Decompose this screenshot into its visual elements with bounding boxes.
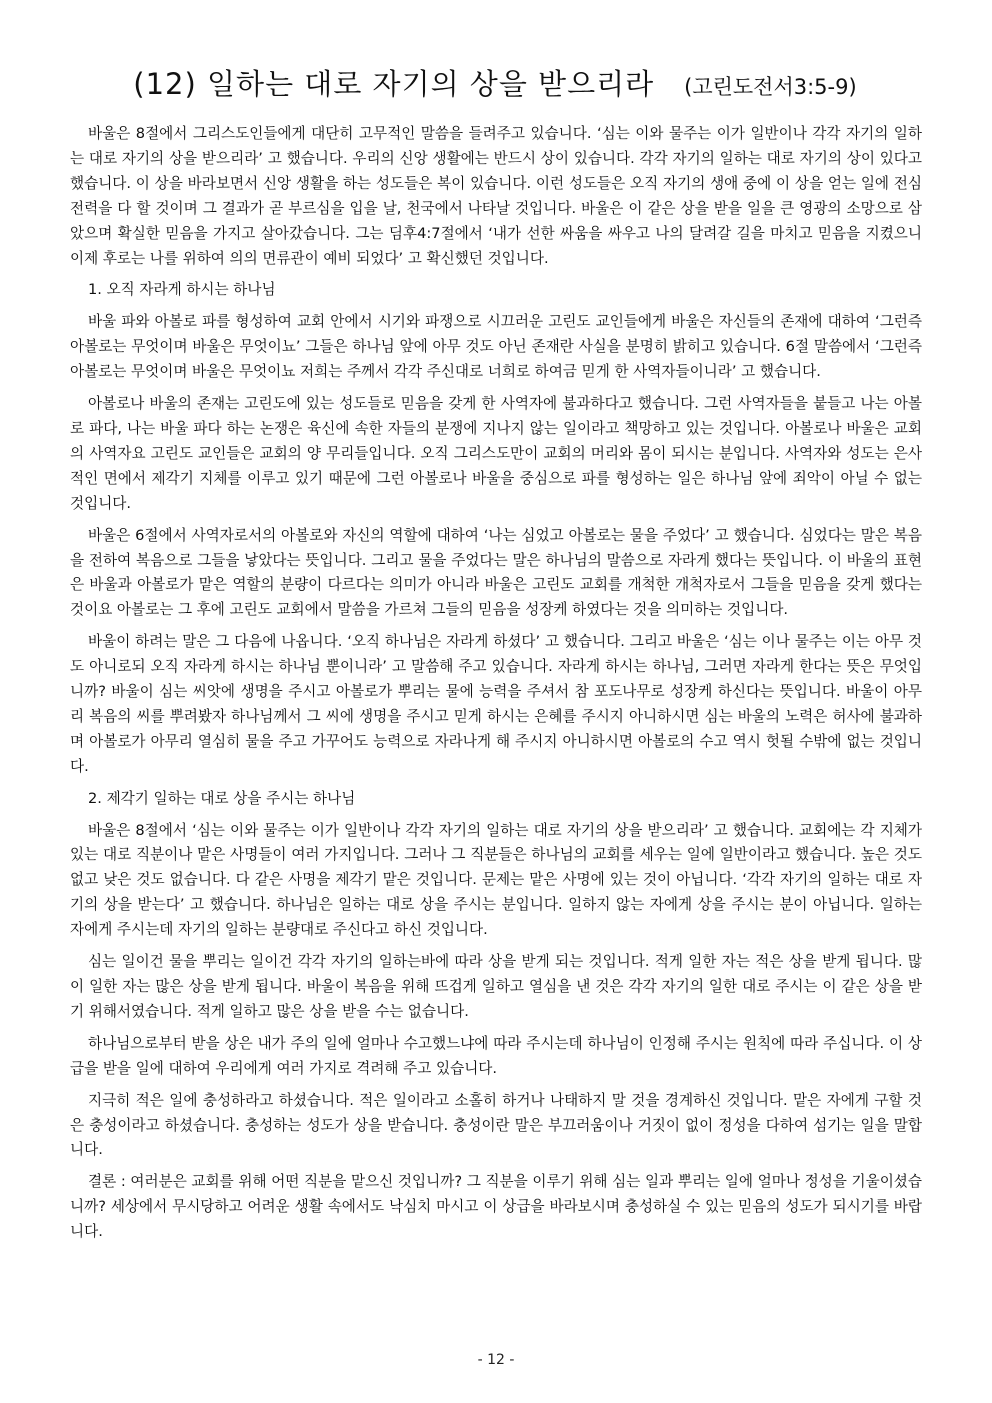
paragraph: 바울은 8절에서 ‘심는 이와 물주는 이가 일반이나 각각 자기의 일하는 대로 자기의 상을 받으리라’ 고 했습니다. 교회에는 각 지체가 있는 대로 직분이나 맡은 사명들이 여러 가지입니다. 그러나 그 직분들은 하나님의 교회를 세우는 일에 일반이라고 했습니다. 높은 것도 없고 낮은 것도 없습니다. 다 같은 사명을 제각기 맡은 것입니다. 문제는 맡은 사명에 있는 것이 아닙니다. ‘각각 자기의 일하는 대로 자기의 상을 받는다’ 고 했습니다. 하나님은 일하는 대로 상을 주시는 분입니다. 일하지 않는 자에게 상을 주시는 분이 아닙니다. 일하는 자에게 주시는데 자기의 일하는 분량대로 주신다고 하신 것입니다. <box>70 821 922 939</box>
title-main: (12) 일하는 대로 자기의 상을 받으리라 <box>133 67 655 101</box>
page-title <box>70 62 920 103</box>
scripture-reference: (고린도전서3:5-9) <box>684 75 857 99</box>
section-heading-1: 1. 오직 자라게 하시는 하나님 <box>88 281 276 299</box>
section-heading-2: 2. 제각기 일하는 대로 상을 주시는 하나님 <box>88 789 356 807</box>
body-text <box>70 122 922 1252</box>
paragraph: 바울이 하려는 말은 그 다음에 나옵니다. ‘오직 하나님은 자라게 하셨다’ 고 했습니다. 그리고 바울은 ‘심는 이나 물주는 이는 아무 것도 아니로되 오직 자라게 하시는 하나님 뿐이니라’ 고 말씀해 주고 있습니다. 자라게 하시는 하나님, 그러면 자라게 한다는 뜻은 무엇입니까? 바울이 심는 씨앗에 생명을 주시고 아볼로가 뿌리는 물에 능력을 주셔서 참 포도나무로 성장케 하신다는 뜻입니다. 바울이 아무리 복음의 씨를 뿌려봤자 하나님께서 그 씨에 생명을 주시고 믿게 하시는 은혜를 주시지 아니하시면 심는 바울의 노력은 허사에 불과하며 아볼로가 아무리 열심히 물을 주고 가꾸어도 능력으로 자라나게 해 주시지 아니하시면 아볼로의 수고 역시 헛될 수밖에 없는 것입니다. <box>70 633 922 775</box>
paragraph: 하나님으로부터 받을 상은 내가 주의 일에 얼마나 수고했느냐에 따라 주시는데 하나님이 인정해 주시는 원칙에 따라 주십니다. 이 상급을 받을 일에 대하여 우리에게 여러 가지로 격려해 주고 있습니다. <box>70 1034 922 1077</box>
paragraph: 바울 파와 아볼로 파를 형성하여 교회 안에서 시기와 파쟁으로 시끄러운 고린도 교인들에게 바울은 자신들의 존재에 대하여 ‘그런즉 아볼로는 무엇이며 바울은 무엇이뇨’ 그들은 하나님 앞에 아무 것도 아닌 존재란 사실을 분명히 밝히고 있습니다. 6절 말씀에서 ‘그런즉 아볼로는 무엇이며 바울은 무엇이뇨 저희는 주께서 각각 주신대로 너희로 하여금 믿게 한 사역자들이니라’ 고 했습니다. <box>70 313 922 381</box>
paragraph-conclusion: 결론 : 여러분은 교회를 위해 어떤 직분을 맡으신 것입니까? 그 직분을 이루기 위해 심는 일과 뿌리는 일에 얼마나 정성을 기울이셨습니까? 세상에서 무시당하고 어려운 생활 속에서도 낙심치 마시고 이 상급을 바라보시며 충성하실 수 있는 믿음의 성도가 되시기를 바랍니다. <box>70 1173 922 1241</box>
paragraph: 심는 일이건 물을 뿌리는 일이건 각각 자기의 일하는바에 따라 상을 받게 되는 것입니다. 적게 일한 자는 적은 상을 받게 됩니다. 많이 일한 자는 많은 상을 받게 됩니다. 바울이 복음을 위해 뜨겁게 일하고 열심을 낸 것은 각각 자기의 일한 대로 주시는 이 같은 상을 받기 위해서였습니다. 적게 일하고 많은 상을 받을 수는 없습니다. <box>70 953 922 1020</box>
page-number: - 12 - <box>477 1352 515 1368</box>
paragraph: 지극히 적은 일에 충성하라고 하셨습니다. 적은 일이라고 소홀히 하거나 나태하지 말 것을 경계하신 것입니다. 맡은 자에게 구할 것은 충성이라고 하셨습니다. 충성하는 성도가 상을 받습니다. 충성이란 말은 부끄러움이나 거짓이 없이 정성을 다하여 섬기는 일을 말합니다. <box>70 1091 922 1159</box>
paragraph-intro: 바울은 8절에서 그리스도인들에게 대단히 고무적인 말씀을 들려주고 있습니다. ‘심는 이와 물주는 이가 일반이나 각각 자기의 일하는 대로 자기의 상을 받으리라’ 고 했습니다. 우리의 신앙 생활에는 반드시 상이 있습니다. 각각 자기의 일하는 대로 자기의 상이 있다고 했습니다. 이 상을 바라보면서 신앙 생활을 하는 성도들은 복이 있습니다. 이런 성도들은 오직 자기의 생애 중에 이 상을 얻는 일에 전심전력을 다 할 것이며 그 결과가 곧 부르심을 입을 날, 천국에서 나타날 것입니다. 바울은 이 같은 상을 받을 일을 큰 영광의 소망으로 삼았으며 확실한 믿음을 가지고 살아갔습니다. 그는 딤후4:7절에서 ‘내가 선한 싸움을 싸우고 나의 달려갈 길을 마치고 믿음을 지켰으니 이제 후로는 나를 위하여 의의 면류관이 예비 되었다’ 고 확신했던 것입니다. <box>70 125 922 267</box>
paragraph: 아볼로나 바울의 존재는 고린도에 있는 성도들로 믿음을 갖게 한 사역자에 불과하다고 했습니다. 그런 사역자들을 붙들고 나는 아볼로 파다, 나는 바울 파다 하는 논쟁은 육신에 속한 자들의 분쟁에 지나지 않는 일이라고 책망하고 있는 것입니다. 아볼로나 바울은 교회의 사역자요 고린도 교인들은 교회의 양 무리들입니다. 오직 그리스도만이 교회의 머리와 몸이 되시는 분입니다. 사역자와 성도는 은사적인 면에서 제각기 지체를 이루고 있기 때문에 그런 아볼로나 바울을 중심으로 파를 형성하는 일은 하나님 앞에 죄악이 아닐 수 없는 것입니다. <box>70 395 922 512</box>
paragraph: 바울은 6절에서 사역자로서의 아볼로와 자신의 역할에 대하여 ‘나는 심었고 아볼로는 물을 주었다’ 고 했습니다. 심었다는 말은 복음을 전하여 복음으로 그들을 낳았다는 뜻입니다. 그리고 물을 주었다는 말은 하나님의 말씀으로 자라게 했다는 뜻입니다. 이 바울의 표현은 바울과 아볼로가 맡은 역할의 분량이 다르다는 의미가 아니라 바울은 고린도 교회를 개척한 개척자로서 그들을 믿음을 갖게 했다는 것이요 아볼로는 그 후에 고린도 교회에서 말씀을 가르쳐 그들의 믿음을 성장케 하였다는 것을 의미하는 것입니다. <box>70 526 922 619</box>
